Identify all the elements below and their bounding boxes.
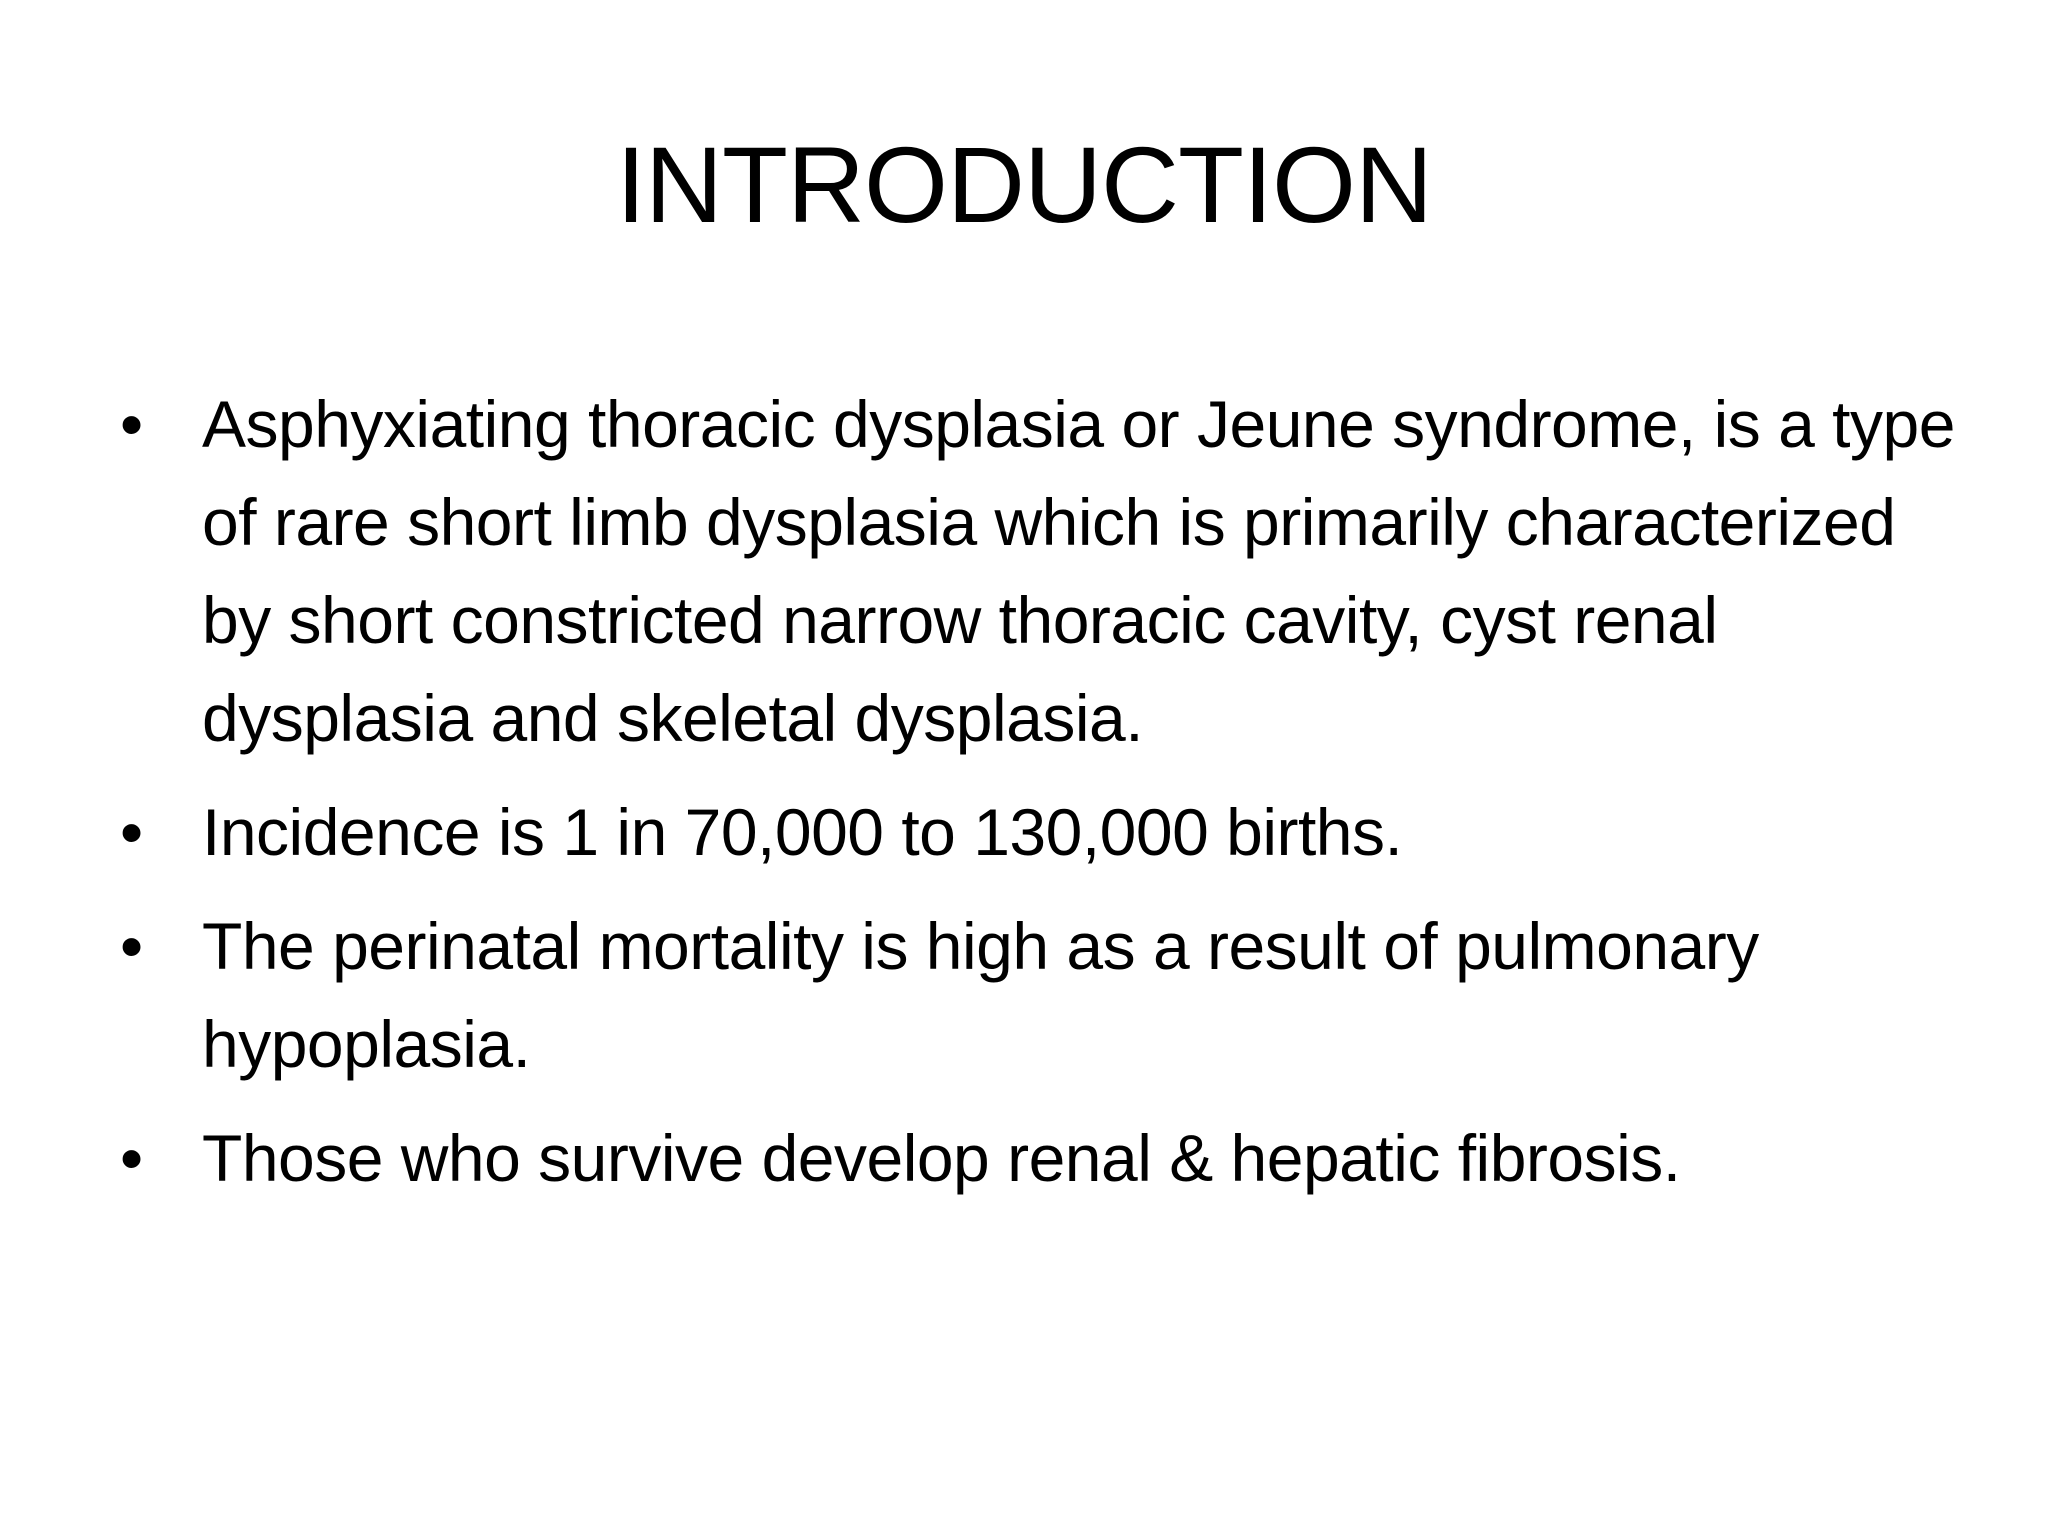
bullet-list [120,375,1960,1223]
bullet-item [120,897,1960,1093]
bullet-text: Asphyxiating thoracic dysplasia or Jeune syndrome, is a type of rare short limb dysplasia which is primarily characterized by short constricted narrow thoracic cavity, cyst renal dysplasia and skeletal dysplasia. [202,387,1955,755]
bullet-text: Those who survive develop renal & hepatic fibrosis. [202,1121,1681,1195]
bullet-icon: • [120,387,143,461]
slide-title: INTRODUCTION [616,124,1432,245]
bullet-icon: • [120,909,143,983]
bullet-text: The perinatal mortality is high as a result of pulmonary hypoplasia. [202,909,1759,1081]
bullet-icon: • [120,795,143,869]
bullet-icon: • [120,1121,143,1195]
bullet-item [120,783,1960,881]
bullet-item [120,375,1960,767]
bullet-text: Incidence is 1 in 70,000 to 130,000 births. [202,795,1403,869]
bullet-item [120,1109,1960,1207]
